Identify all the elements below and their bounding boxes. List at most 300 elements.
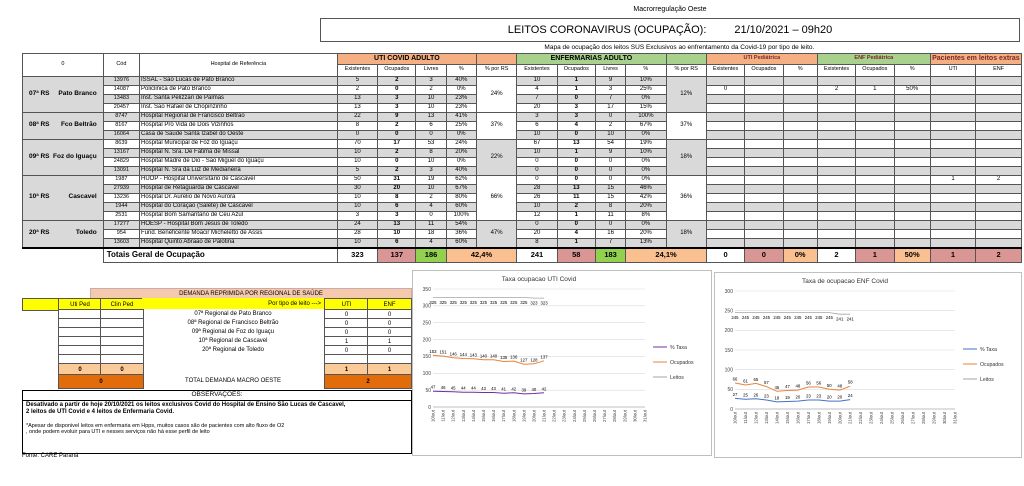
x-tick-label: 13/out <box>763 412 769 424</box>
cell-enf-3: 0% <box>626 175 666 184</box>
cell-enfp-2 <box>894 130 930 139</box>
cell-enf-pct-rs: 36% <box>666 175 706 220</box>
region-cell <box>23 220 104 248</box>
data-label: 45 <box>774 384 780 390</box>
total-uti-existentes: 323 <box>337 248 377 263</box>
data-label: 325 <box>469 299 477 305</box>
x-tick-label: 11/out <box>742 412 748 424</box>
cell-extra-1 <box>976 229 1022 238</box>
subheader-enf: Livres <box>595 64 625 76</box>
cell-uti-pct-rs: 66% <box>476 175 516 220</box>
cell-uti-pct-rs: 24% <box>476 76 516 112</box>
cell-enfp-0 <box>817 76 855 85</box>
cell-uti-pct-rs: 37% <box>476 112 516 139</box>
cell-hospital: Hospital do Coraçao (Salete) de Cascavel <box>140 202 338 211</box>
cell-enf-2: 0 <box>595 157 625 166</box>
cell-uti-0: 10 <box>337 238 377 248</box>
data-label: 44 <box>460 385 466 391</box>
cell-enf-2: 9 <box>595 76 625 85</box>
demanda-total-enf: 1 <box>367 363 412 376</box>
data-label: 153 <box>429 348 437 354</box>
data-label: 45 <box>450 385 456 391</box>
y-tick-label: 250 <box>422 320 431 327</box>
cell-enfp-0 <box>817 238 855 248</box>
cod-column-header: Cód <box>103 53 139 76</box>
total-extra-enf: 2 <box>976 248 1022 263</box>
cell-enfp-0 <box>817 175 855 184</box>
cell-uti-1: 3 <box>378 94 416 103</box>
series-line-Leitos <box>433 297 544 298</box>
cell-utip-2 <box>783 238 817 248</box>
subheader-utip: Existentes <box>706 64 744 76</box>
cell-enf-2: 54 <box>595 139 625 148</box>
cell-extra-1 <box>976 220 1022 229</box>
fonte-label: Fonte: CARE Paraná <box>22 453 79 459</box>
cell-enf-0: 10 <box>517 76 557 85</box>
data-label: 42 <box>541 386 547 392</box>
data-label: 43 <box>491 386 496 392</box>
data-label: 135 <box>500 354 508 360</box>
data-label: 323 <box>530 300 538 306</box>
cell-enf-0: 10 <box>517 130 557 139</box>
cell-utip-2 <box>783 76 817 85</box>
cell-extra-0 <box>930 166 975 175</box>
cell-utip-0 <box>706 94 744 103</box>
data-label: 25 <box>743 392 748 398</box>
cell-enfp-2 <box>894 103 930 112</box>
cell-enfp-0 <box>817 130 855 139</box>
cell-extra-0 <box>930 130 975 139</box>
cell-uti-pct-rs: 22% <box>476 139 516 175</box>
cell-enf-2: 3 <box>595 85 625 94</box>
cell-enf-3: 19% <box>626 139 666 148</box>
hospital-row <box>23 103 1022 112</box>
x-tick-label: 22/out <box>551 410 557 422</box>
cell-uti-3: 60% <box>446 238 476 248</box>
mini-total-uti-ped: 0 <box>58 363 102 376</box>
cell-uti-1: 0 <box>378 85 416 94</box>
cell-uti-0: 22 <box>337 112 377 121</box>
cell-enf-3: 0% <box>626 157 666 166</box>
col-header-enf: ENF <box>367 298 412 311</box>
y-tick-label: 350 <box>422 286 431 293</box>
hospital-row <box>23 193 1022 202</box>
cell-uti-0: 10 <box>337 193 377 202</box>
hospital-row <box>23 148 1022 157</box>
legend-label: Leitos <box>980 376 994 383</box>
cell-enf-0: 20 <box>517 229 557 238</box>
data-label: 65 <box>753 376 759 382</box>
data-label: 143 <box>469 352 477 358</box>
total-enf-pct: 24,1% <box>626 248 707 263</box>
region-column-header: 0 <box>23 53 104 76</box>
uti-pediatrica-header: UTI Pediátrica <box>706 53 817 64</box>
cell-hospital: Policlinica de Pato Branco <box>140 85 338 94</box>
cell-enfp-1 <box>856 103 894 112</box>
cell-utip-1 <box>745 229 783 238</box>
data-label: 245 <box>773 315 781 321</box>
cell-enf-1: 3 <box>557 112 595 121</box>
region-name-label: Foz do Iguaçu <box>53 152 97 160</box>
cell-enf-0: 20 <box>517 103 557 112</box>
cell-utip-1 <box>745 202 783 211</box>
legend-label: % Taxa <box>670 344 687 351</box>
cell-utip-2 <box>783 157 817 166</box>
cell-enfp-0 <box>817 139 855 148</box>
cell-utip-0 <box>706 202 744 211</box>
cell-enf-2: 0 <box>595 175 625 184</box>
cell-enfp-1 <box>856 148 894 157</box>
cell-enfp-2 <box>894 238 930 248</box>
cell-uti-0: 10 <box>337 157 377 166</box>
subheader-enfp: Existentes <box>817 64 855 76</box>
cell-enf-0: 8 <box>517 238 557 248</box>
enf-pediatrica-header: ENF Pediátrica <box>817 53 930 64</box>
cell-utip-2 <box>783 139 817 148</box>
cell-uti-1: 6 <box>378 202 416 211</box>
cell-enfp-1 <box>856 76 894 85</box>
cell-enf-0: 6 <box>517 121 557 130</box>
data-label: 137 <box>540 354 548 360</box>
demanda-reprimida-section <box>22 288 412 388</box>
cell-cod: 14087 <box>103 85 139 94</box>
cell-enfp-2 <box>894 166 930 175</box>
cell-hospital: Hospital Bom Samaritano de Ceu Azul <box>140 211 338 220</box>
cell-enfp-1 <box>856 121 894 130</box>
mini-header-clin-ped: Clin Ped <box>100 298 144 311</box>
yellow-spacer <box>22 298 60 311</box>
cell-hospital: Hospital N. Sra. De Fatima de Missal <box>140 148 338 157</box>
subheader-extra: UTI <box>930 64 975 76</box>
cell-utip-2 <box>783 175 817 184</box>
series-line-Leitos <box>735 313 850 315</box>
pacientes-extras-header: Pacientes em leitos extras <box>930 53 1021 64</box>
x-tick-label: 14/out <box>470 410 476 422</box>
cell-enf-1: 11 <box>557 193 595 202</box>
x-tick-label: 12/out <box>753 412 759 424</box>
x-tick-label: 19/out <box>826 412 832 424</box>
region-cell <box>23 175 104 220</box>
cell-enf-2: 2 <box>595 121 625 130</box>
data-label: 245 <box>804 315 812 321</box>
x-tick-label: 31/out <box>642 410 648 422</box>
cell-utip-1 <box>745 220 783 229</box>
data-label: 128 <box>530 357 538 363</box>
cell-uti-1: 0 <box>378 130 416 139</box>
cell-enfp-2 <box>894 220 930 229</box>
hospital-row <box>23 229 1022 238</box>
data-label: 245 <box>794 315 802 321</box>
cell-uti-1: 2 <box>378 76 416 85</box>
cell-utip-1 <box>745 175 783 184</box>
data-label: 144 <box>459 351 467 357</box>
cell-utip-1 <box>745 139 783 148</box>
cell-enf-1: 0 <box>557 130 595 139</box>
cell-enfp-2 <box>894 139 930 148</box>
cell-hospital: Hospital Pro Vida de Dois Vizinhos <box>140 121 338 130</box>
cell-enf-0: 7 <box>517 94 557 103</box>
legend-label: Leitos <box>670 374 684 381</box>
cell-hospital: HOESP - Hospital Bom Jesus de Toledo <box>140 220 338 229</box>
cell-enf-1: 1 <box>557 76 595 85</box>
cell-utip-1 <box>745 166 783 175</box>
cell-enfp-2 <box>894 229 930 238</box>
region-rs-label: 08ª RS <box>29 121 50 129</box>
cell-extra-1 <box>976 130 1022 139</box>
cell-hospital: Inst. Santa Pelizzari de Palmas <box>140 94 338 103</box>
cell-uti-2: 10 <box>416 184 446 193</box>
mini-header-uti-ped: Uti Ped <box>58 298 102 311</box>
data-label: 20 <box>837 394 843 400</box>
cell-uti-0: 3 <box>337 211 377 220</box>
cell-uti-1: 20 <box>378 184 416 193</box>
cell-uti-3: 67% <box>446 184 476 193</box>
x-tick-label: 23/out <box>868 412 874 424</box>
report-title-box <box>320 18 1020 42</box>
subheader-uti: Existentes <box>337 64 377 76</box>
data-label: 241 <box>836 316 844 322</box>
x-tick-label: 21/out <box>847 412 853 424</box>
observacoes-title: OBSERVAÇÕES: <box>23 391 411 401</box>
data-label: 47 <box>784 384 790 390</box>
cell-utip-2 <box>783 166 817 175</box>
cell-enfp-2: 50% <box>894 85 930 94</box>
cell-uti-0: 10 <box>337 202 377 211</box>
cell-enf-2: 7 <box>595 238 625 248</box>
demanda-uti-value: 0 <box>324 345 369 356</box>
cell-enf-1: 0 <box>557 94 595 103</box>
cell-enfp-0 <box>817 202 855 211</box>
cell-uti-2: 6 <box>416 121 446 130</box>
subheader-uti: % por RS <box>476 64 516 76</box>
cell-uti-3: 62% <box>446 175 476 184</box>
data-label: 325 <box>500 299 508 305</box>
cell-utip-1 <box>745 193 783 202</box>
spacer <box>23 44 338 53</box>
cell-extra-0: 1 <box>930 175 975 184</box>
cell-extra-0 <box>930 148 975 157</box>
cell-enfp-2 <box>894 112 930 121</box>
cell-utip-1 <box>745 76 783 85</box>
cell-enfp-0 <box>817 157 855 166</box>
cell-utip-0 <box>706 148 744 157</box>
total-uti-livres: 186 <box>416 248 446 263</box>
total-uti-ocupados: 137 <box>378 248 416 263</box>
subheader-enf: % por RS <box>666 64 706 76</box>
cell-extra-0 <box>930 202 975 211</box>
cell-extra-1 <box>976 112 1022 121</box>
series-line-% Taxa <box>735 398 850 402</box>
uti-chart <box>413 271 711 455</box>
cell-cod: 16064 <box>103 130 139 139</box>
y-tick-label: 100 <box>724 367 733 374</box>
cell-utip-2 <box>783 94 817 103</box>
cell-extra-0 <box>930 112 975 121</box>
x-tick-label: 25/out <box>889 412 895 424</box>
data-label: 43 <box>481 386 486 392</box>
observacoes-line: 2 leitos de UTI Covid e 4 leitos de Enfermaria Covid. <box>26 409 175 415</box>
cell-enf-3: 8% <box>626 211 666 220</box>
cell-cod: 1944 <box>103 202 139 211</box>
cell-enf-0: 12 <box>517 211 557 220</box>
cell-extra-1 <box>976 148 1022 157</box>
arrow-label: Por tipo de leito ---> <box>142 298 324 309</box>
cell-cod: 24829 <box>103 157 139 166</box>
cell-cod: 13236 <box>103 193 139 202</box>
cell-extra-0 <box>930 103 975 112</box>
cell-utip-1 <box>745 94 783 103</box>
x-tick-label: 15/out <box>480 410 486 422</box>
cell-uti-0: 13 <box>337 103 377 112</box>
demanda-uti-value: 0 <box>324 327 369 338</box>
cell-utip-0 <box>706 166 744 175</box>
cell-enf-3: 0% <box>626 166 666 175</box>
cell-enfp-1 <box>856 193 894 202</box>
cell-utip-0 <box>706 175 744 184</box>
subheader-extra: ENF <box>976 64 1022 76</box>
x-tick-label: 20/out <box>837 412 843 424</box>
cell-enf-1: 0 <box>557 157 595 166</box>
cell-enf-2: 0 <box>595 166 625 175</box>
region-rs-label: 10ª RS <box>29 193 50 201</box>
x-tick-label: 18/out <box>816 412 822 424</box>
cell-enf-3: 0% <box>626 130 666 139</box>
cell-cod: 2531 <box>103 211 139 220</box>
cell-uti-3: 100% <box>446 211 476 220</box>
cell-enfp-2 <box>894 202 930 211</box>
cell-uti-1: 0 <box>378 157 416 166</box>
cell-uti-2: 8 <box>416 148 446 157</box>
data-label: 23 <box>816 393 822 399</box>
cell-enfp-2 <box>894 148 930 157</box>
cell-uti-2: 10 <box>416 103 446 112</box>
x-tick-label: 14/out <box>774 412 780 424</box>
cell-enf-1: 13 <box>557 184 595 193</box>
cell-enf-1: 1 <box>557 238 595 248</box>
cell-enf-1: 1 <box>557 85 595 94</box>
data-label: 57 <box>764 380 769 386</box>
cell-enf-1: 1 <box>557 211 595 220</box>
cell-hospital: Casa de Saude Santa Izabel do Oeste <box>140 130 338 139</box>
total-enfp-existentes: 2 <box>817 248 855 263</box>
data-label: 23 <box>805 393 811 399</box>
x-tick-label: 31/out <box>952 412 958 424</box>
cell-enfp-1 <box>856 130 894 139</box>
cell-enf-3: 15% <box>626 103 666 112</box>
cell-uti-1: 13 <box>378 220 416 229</box>
data-label: 325 <box>449 299 457 305</box>
data-label: 61 <box>743 378 748 384</box>
cell-uti-2: 2 <box>416 193 446 202</box>
observacoes-box <box>22 390 412 454</box>
data-label: 245 <box>815 315 823 321</box>
data-label: 24 <box>847 393 853 399</box>
cell-enf-2: 10 <box>595 130 625 139</box>
cell-hospital: ISSAL - São Lucas de Pato Branco <box>140 76 338 85</box>
cell-hospital: HUOP - Hospital Universitario de Cascavel <box>140 175 338 184</box>
cell-enfp-1 <box>856 202 894 211</box>
cell-extra-1 <box>976 211 1022 220</box>
cell-extra-0 <box>930 139 975 148</box>
cell-uti-0: 2 <box>337 85 377 94</box>
cell-enf-3: 10% <box>626 148 666 157</box>
subheader-utip: % <box>783 64 817 76</box>
cell-enfp-0: 2 <box>817 85 855 94</box>
data-label: 47 <box>430 384 436 390</box>
cell-hospital: Hospital N. Sra da Luz de Medianeira <box>140 166 338 175</box>
cell-enf-3: 46% <box>626 184 666 193</box>
total-enf-existentes: 241 <box>517 248 557 263</box>
cell-uti-2: 3 <box>416 76 446 85</box>
cell-extra-1 <box>976 121 1022 130</box>
y-tick-label: 300 <box>724 288 733 295</box>
demanda-enf-value: 0 <box>367 345 412 356</box>
region-rs-label: 09ª RS <box>29 152 50 160</box>
cell-enf-1: 0 <box>557 175 595 184</box>
data-label: 56 <box>805 380 811 386</box>
chart-title: Taxa de ocupacao ENF Covid <box>802 278 888 285</box>
cell-cod: 13976 <box>103 76 139 85</box>
hospital-row <box>23 85 1022 94</box>
hospital-row <box>23 211 1022 220</box>
data-label: 151 <box>439 349 447 355</box>
cell-uti-3: 80% <box>446 193 476 202</box>
legend-label: Ocupados <box>980 361 1004 368</box>
y-tick-label: 150 <box>422 354 431 361</box>
cell-uti-3: 23% <box>446 94 476 103</box>
cell-utip-0 <box>706 184 744 193</box>
observacoes-line: , onde podem evoluir para UTI e nesses serviços não há esse perfil de leito <box>26 429 210 435</box>
cell-enf-2: 9 <box>595 148 625 157</box>
cell-enf-pct-rs: 37% <box>666 112 706 139</box>
cell-enf-1: 4 <box>557 229 595 238</box>
cell-uti-2: 10 <box>416 157 446 166</box>
cell-extra-1 <box>976 157 1022 166</box>
region-cell <box>23 76 104 112</box>
cell-uti-2: 53 <box>416 139 446 148</box>
cell-utip-1 <box>745 112 783 121</box>
demanda-region-label: 20ª Regional de Toledo <box>202 346 264 353</box>
cell-utip-2 <box>783 202 817 211</box>
map-caption: Mapa de ocupação dos leitos SUS Exclusivos ao enfrentamento da Covid-19 por tipo de leito. <box>337 44 1021 53</box>
cell-cod: 13483 <box>103 94 139 103</box>
cell-enfp-2 <box>894 193 930 202</box>
subheader-enfp: % <box>894 64 930 76</box>
cell-enf-pct-rs: 18% <box>666 220 706 248</box>
cell-extra-0 <box>930 220 975 229</box>
cell-uti-0: 28 <box>337 229 377 238</box>
x-tick-label: 18/out <box>511 410 517 422</box>
x-tick-label: 26/out <box>900 412 906 424</box>
cell-enf-1: 3 <box>557 103 595 112</box>
cell-enfp-0 <box>817 148 855 157</box>
cell-enf-1: 0 <box>557 220 595 229</box>
cell-enfp-1 <box>856 94 894 103</box>
data-label: 146 <box>449 351 457 357</box>
cell-extra-1 <box>976 193 1022 202</box>
subheader-uti: % <box>446 64 476 76</box>
total-enfp-pct: 50% <box>894 248 930 263</box>
cell-utip-1 <box>745 157 783 166</box>
cell-utip-1 <box>745 184 783 193</box>
demanda-enf-value: 0 <box>367 318 412 329</box>
total-enf-livres: 183 <box>595 248 625 263</box>
cell-cod: 8639 <box>103 139 139 148</box>
y-tick-label: 200 <box>422 337 431 344</box>
total-utip-existentes: 0 <box>706 248 744 263</box>
data-label: 325 <box>510 299 518 305</box>
cell-enf-3: 20% <box>626 229 666 238</box>
